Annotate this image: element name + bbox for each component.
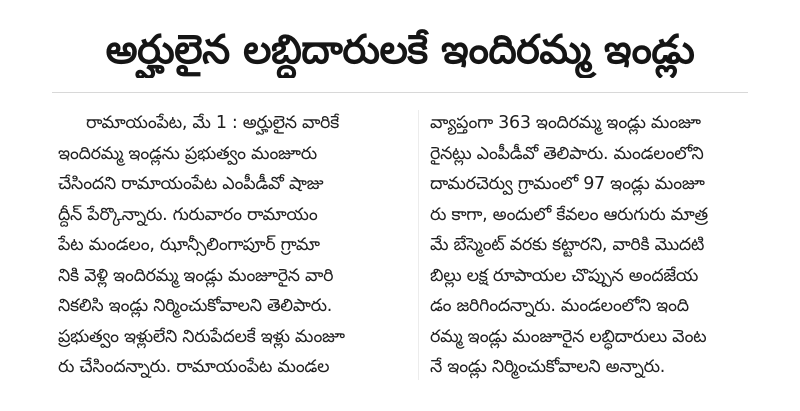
text-line: ద్దీన్ పేర్కొన్నారు. గురువారం రామాయం — [58, 204, 318, 225]
article-column-right — [430, 108, 755, 383]
text-line: దామరచెర్వు గ్రామంలో 97 ఇండ్లు మంజూ — [430, 174, 705, 194]
text-line: నే ఇండ్లు నిర్మించుకోవాలని అన్నారు. — [430, 357, 666, 377]
text-line: నికలిసి ఇండ్లు నిర్మించుకోవాలని తెలిపారు. — [58, 296, 332, 316]
text-line: రు చేసిందన్నారు. రామాయంపేట మండల — [58, 357, 330, 377]
text-line: నికి వెళ్లి ఇందిరమ్మ ఇండ్లు మంజూరైన వారి — [58, 265, 334, 286]
column-divider — [418, 110, 419, 380]
text-line: మే బేస్మెంట్ వరకు కట్టారని, వారికి మొదటి — [430, 235, 705, 255]
text-line: చేసిందని రామాయంపేట ఎంపీడీవో షాజు — [58, 174, 324, 194]
text-line: పేట మండలం, ఝాన్సీలింగాపూర్ గ్రామా — [58, 235, 320, 255]
article-column-left — [58, 108, 410, 383]
text-line: ఇందిరమ్మ ఇండ్లను ప్రభుత్వం మంజూరు — [58, 143, 317, 164]
text-line: రైనట్లు ఎంపీడీవో తెలిపారు. మండలంలోని — [430, 143, 704, 164]
headline: అర్హులైన లబ్ధిదారులకే ఇందిరమ్మ ఇండ్లు — [105, 27, 695, 73]
text-line: ప్రభుత్వం ఇళ్లులేని నిరుపేదలకే ఇళ్లు మంజూ — [58, 326, 345, 347]
text-line: రమ్మ ఇండ్లు మంజూరైన లబ్ధిదారులు వెంట — [430, 326, 707, 347]
text-line: వ్యాప్తంగా 363 ఇందిరమ్మ ఇండ్లు మంజూ — [430, 113, 701, 133]
text-line: రు కాగా, అందులో కేవలం ఆరుగురు మాత్ర — [430, 204, 708, 225]
text-line: డం జరిగిందన్నారు. మండలంలోని ఇంది — [430, 296, 689, 316]
headline-rule — [52, 92, 748, 93]
text-line: బిల్లు లక్ష రూపాయల చొప్పున అందజేయ — [430, 265, 699, 286]
text-line: రామాయంపేట, మే 1 : అర్హులైన వారికే — [86, 113, 339, 133]
